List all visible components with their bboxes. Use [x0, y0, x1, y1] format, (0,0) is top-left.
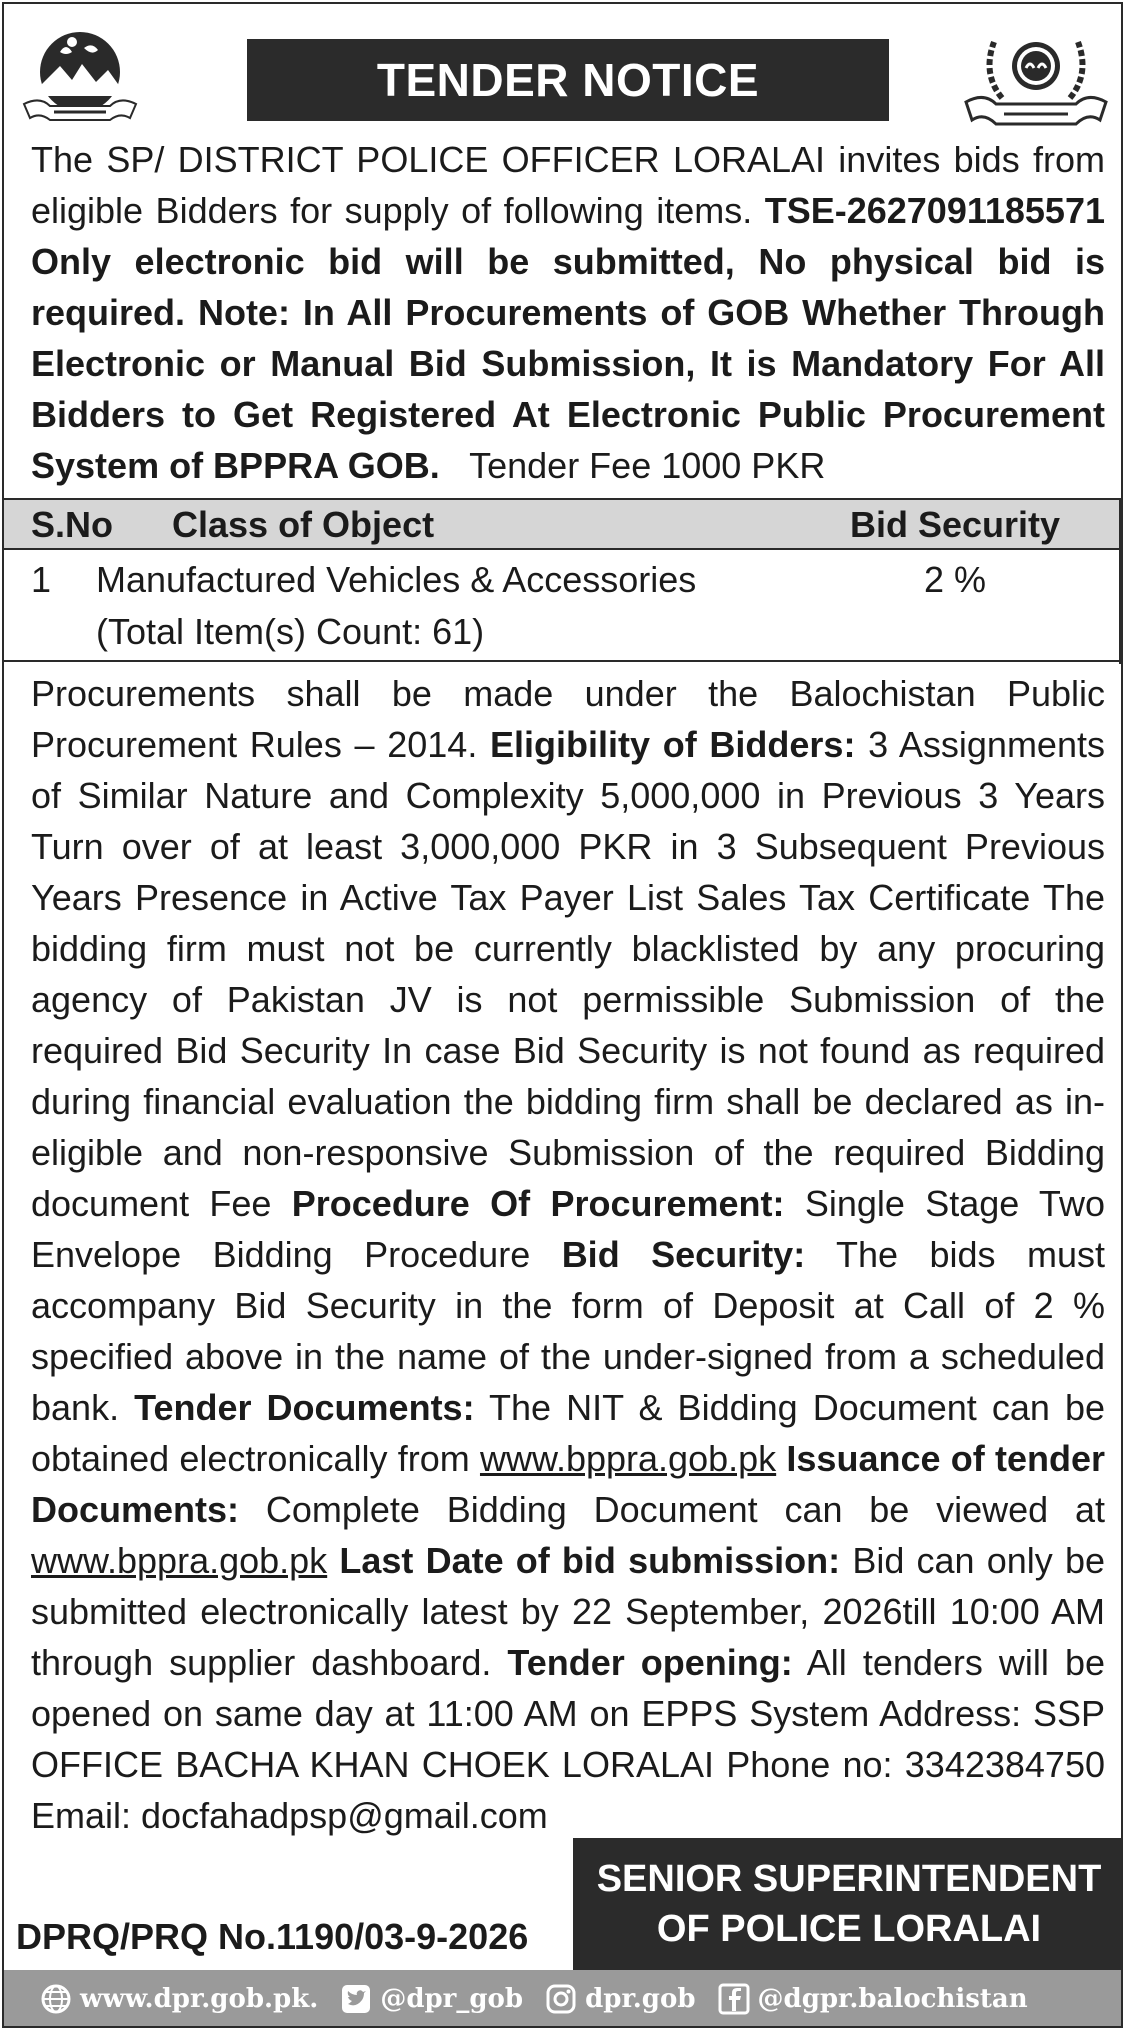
- social-media-bar: [4, 1970, 1123, 2028]
- tender-opening-heading: Tender opening:: [507, 1642, 793, 1683]
- tender-documents-heading: Tender Documents:: [134, 1387, 475, 1428]
- instagram-handle: dpr.gob: [585, 1984, 696, 2014]
- signatory-line-1: SENIOR SUPERINTENDENT: [596, 1858, 1102, 1900]
- police-emblem-logo: [20, 26, 140, 134]
- bid-security-heading: Bid Security:: [561, 1234, 806, 1275]
- eligibility-text: 3 Assignments of Similar Nature and Complexity 5,000,000 in Previous 3 Years Turn over of at least 3,000,000 PKR in 3 Subsequent Previous Years Presence in Active Tax Payer List Sales Tax Certificate The bidding firm must not be currently blacklisted by any procuring agency of Pakistan JV is not permissible Submission of the required Bid Security In case Bid Security is not found as required during financial evaluation the bidding firm shall be declared as in-eligible and non-responsive Submission of the required Bidding document Fee: [31, 724, 1105, 1224]
- row-class-of-object: [96, 554, 696, 658]
- tender-fee: Tender Fee 1000 PKR: [469, 445, 826, 486]
- row-sno: 1: [31, 559, 52, 600]
- facebook-handle: @dgpr.balochistan: [757, 1984, 1028, 2014]
- facebook-icon: [718, 1983, 750, 2015]
- column-header-sno: S.No: [31, 504, 114, 545]
- twitter-icon: [340, 1983, 372, 2015]
- instagram-icon: [545, 1983, 577, 2015]
- electronic-bid-note: Only electronic bid will be submitted, No physical bid is required. Note: In All Procurements of GOB Whether Through Electronic or Manual Bid Submission, It is Mandatory For All Bidders to Get Registered At Electronic Public Procurement System of BPPRA GOB.: [31, 241, 1105, 486]
- column-header-class: Class of Object: [172, 504, 435, 545]
- bid-security-text: The bids must accompany Bid Security in the form of Deposit at Call of 2 % specified above in the name of the under-signed from a scheduled bank.: [31, 1234, 1105, 1428]
- bppra-link-2[interactable]: www.bppra.gob.pk: [31, 1540, 328, 1581]
- signatory-line-2: OF POLICE LORALAI: [656, 1908, 1042, 1950]
- issuance-text: Complete Bidding Document can be viewed at: [265, 1489, 1105, 1530]
- twitter-link[interactable]: [340, 1983, 523, 2015]
- tse-number: TSE-2627091185571: [764, 190, 1105, 231]
- row-class-name: Manufactured Vehicles & Accessories: [96, 559, 697, 600]
- government-emblem-logo: [960, 28, 1112, 134]
- table-header: [4, 500, 1121, 550]
- column-header-bid-security: Bid Security: [850, 504, 1061, 545]
- row-item-count: (Total Item(s) Count: 61): [96, 611, 485, 652]
- details-paragraph: [31, 668, 1105, 1841]
- issuance-heading: Issuance of tender Documents:: [31, 1438, 1105, 1530]
- tender-notice-page: [2, 2, 1123, 2028]
- website-text: www.dpr.gob.pk.: [80, 1984, 319, 2014]
- globe-icon: [40, 1983, 72, 2015]
- reference-number: DPRQ/PRQ No.1190/03-9-2026: [16, 1916, 529, 1957]
- facebook-link[interactable]: [718, 1983, 1028, 2015]
- intro-text: The SP/ DISTRICT POLICE OFFICER LORALAI invites bids from eligible Bidders for supply of following items.: [31, 139, 1105, 231]
- row-bid-security: 2 %: [924, 559, 987, 600]
- rules-text: Procurements shall be made under the Balochistan Public Procurement Rules – 2014.: [31, 673, 1105, 765]
- last-date-heading: Last Date of bid submission:: [339, 1540, 841, 1581]
- bppra-link[interactable]: www.bppra.gob.pk: [479, 1438, 777, 1479]
- procedure-text: Single Stage Two Envelope Bidding Procedure: [31, 1183, 1105, 1275]
- instagram-link[interactable]: [545, 1983, 695, 2015]
- eligibility-heading: Eligibility of Bidders:: [490, 724, 856, 765]
- website-link[interactable]: [40, 1983, 318, 2015]
- twitter-handle: @dpr_gob: [380, 1984, 524, 2014]
- signatory-box: [573, 1838, 1123, 1970]
- intro-paragraph: [31, 134, 1105, 491]
- tender-opening-text: All tenders will be opened on same day at 11:00 AM on EPPS System Address: SSP OFFICE BACHA KHAN CHOEK LORALAI Phone no: 3342384750 Email: docfahadpsp@gmail.com: [31, 1642, 1105, 1836]
- last-date-text: Bid can only be submitted electronically latest by 22 September, 2026till 10:00 AM through supplier dashboard.: [31, 1540, 1105, 1683]
- items-table: [4, 498, 1121, 662]
- page-title: TENDER NOTICE: [247, 39, 889, 121]
- procedure-heading: Procedure Of Procurement:: [291, 1183, 785, 1224]
- table-border-right: [1119, 500, 1121, 664]
- tender-documents-text: The NIT & Bidding Document can be obtained electronically from: [31, 1387, 1105, 1479]
